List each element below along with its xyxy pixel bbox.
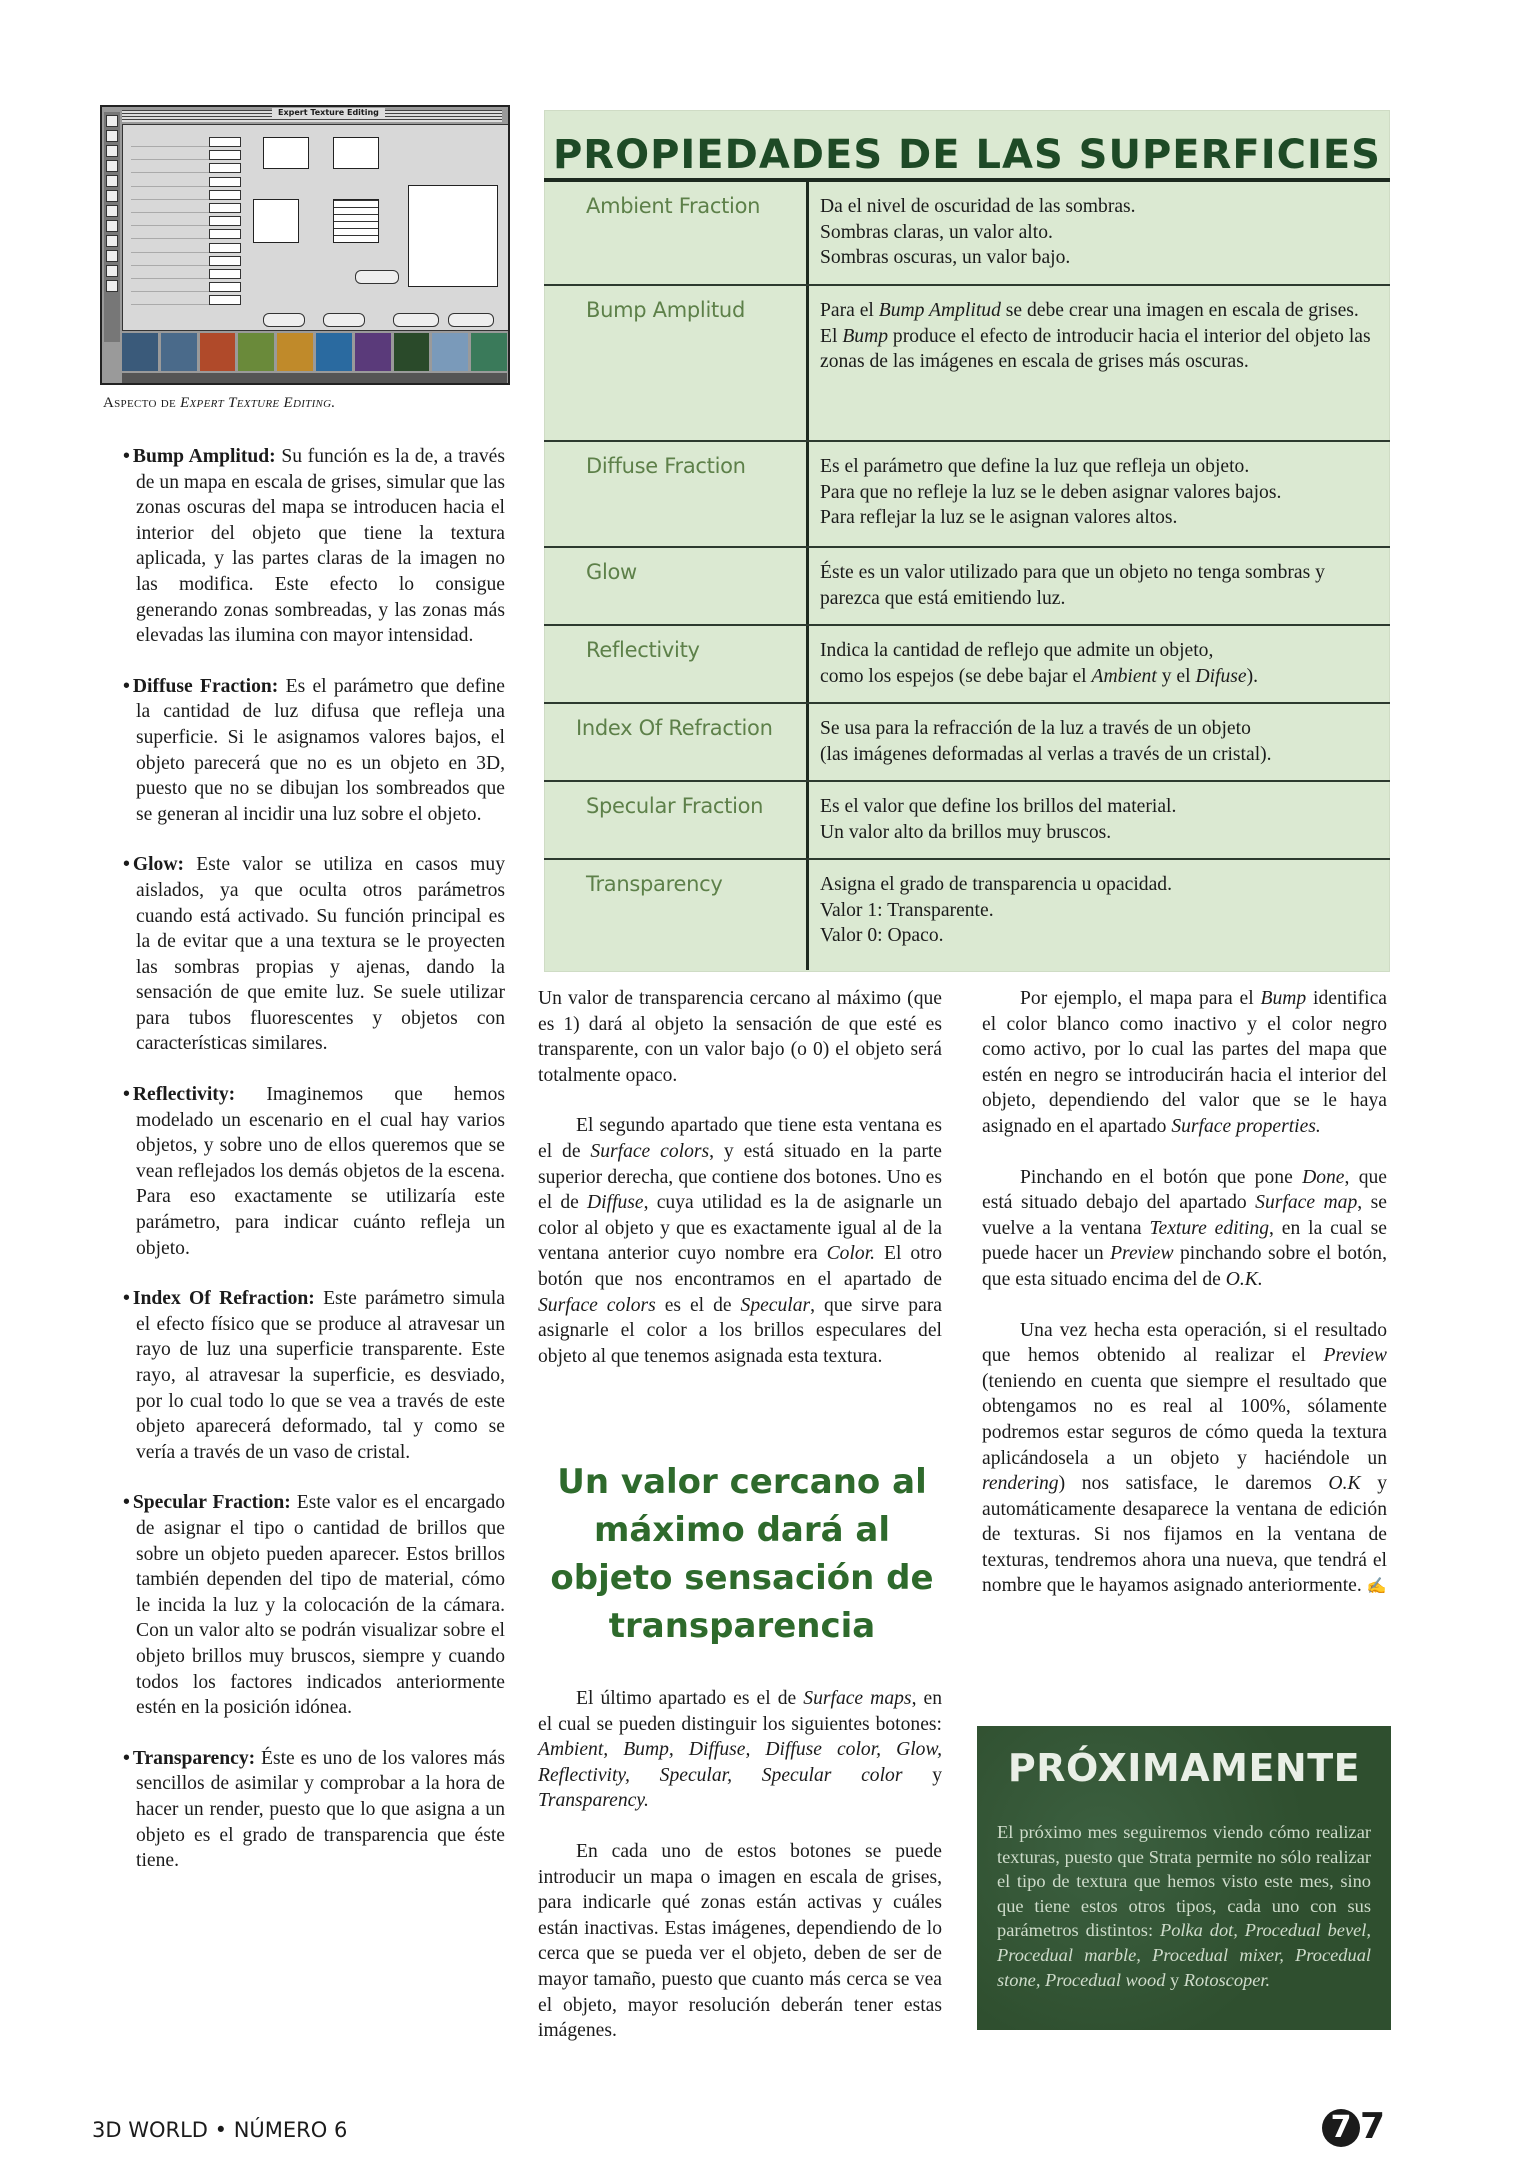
pencil-end-mark-icon: ✍: [1366, 1578, 1387, 1596]
bullet-text: Imaginemos que hemos modelado un escenario en el cual hay varios objetos, y sobre uno de ellos queremos que se vean reflejados los demás objetos de la escena. Para eso exactamente se utilizaría este parámetro, para indicar cuánto refleja un objeto.: [136, 1084, 505, 1259]
bullet-term: Glow:: [132, 854, 185, 876]
table-row: [544, 442, 1390, 548]
bullet-diffuse-fraction: • Diffuse Fraction: Es el parámetro que define la cantidad de luz difusa que refleja una superficie. Si le asignamos valores bajos, el objeto parecerá que no es un objeto en 3D, puesto que no se dibujan los sombreados que se generan al incidir una luz sobre el objeto.: [123, 675, 506, 825]
middle-paragraph-4: En cada uno de estos botones se puede introducir un mapa o imagen en escala de grises, para indicarle qué zonas están activas y cuáles están inactivas. Estas imágenes, dependiendo de lo cerca que se pueda ver el objeto, deben de ser de mayor tamaño, puesto que cuanto más cerca se vea el objeto, mayor resolución deberán tener estas imágenes.: [538, 1840, 942, 2042]
left-column: [123, 444, 506, 1899]
table-row: [544, 286, 1390, 442]
property-description: Indica la cantidad de reflejo que admite un objeto, como los espejos (se debe bajar el Ambient y el Difuse).: [820, 640, 1259, 687]
done-button: [355, 270, 399, 284]
expert-texture-editing-screenshot: [100, 105, 510, 385]
property-description: Se usa para la refracción de la luz a través de un objeto (las imágenes deformadas al verlas a través de un cristal).: [820, 718, 1272, 765]
surface-properties-list: [131, 137, 241, 308]
bullet-term: Specular Fraction:: [132, 1492, 291, 1514]
swatch: [316, 333, 352, 371]
bullet-text: Es el parámetro que define la cantidad de luz difusa que refleja una superficie. Si le asignamos valores bajos, el objeto parecerá que no es un objeto en 3D, puesto que no se dibujan los sombreados que se generan al incidir una luz sobre el objeto.: [136, 675, 506, 825]
surface-properties-table: [544, 110, 1390, 972]
swatch: [277, 333, 313, 371]
middle-paragraph-3: El último apartado es el de Surface maps, en el cual se pueden distinguir los siguientes botones: Ambient, Bump, Diffuse, Diffuse color, Glow, Reflectivity, Specular, Specular color y Transparency.: [538, 1688, 943, 1812]
property-description: Es el valor que define los brillos del material. Un valor alto da brillos muy bruscos.: [820, 796, 1177, 843]
swatch: [355, 333, 391, 371]
preview-window: [408, 185, 498, 287]
page-number: [1322, 2106, 1385, 2147]
right-paragraph-2: Pinchando en el botón que pone Done, que está situado debajo del apartado Surface map, se vuelve a la ventana Texture editing, en la cual se puede hacer un Preview pinchando sobre el botón, que esta situado encima del de O.K.: [982, 1166, 1388, 1290]
bullet-text: Su función es la de, a través de un mapa en escala de grises, simular que las zonas oscuras del mapa se introducen hacia el interior del objeto que tiene la textura aplicada, y las partes claras de la imagen no las modifica. Este efecto lo consigue generando zonas sombreadas, y las zonas más elevadas las ilumina con mayor intensidad.: [136, 446, 506, 647]
bullet-term: Diffuse Fraction:: [132, 675, 279, 697]
swatch: [161, 333, 197, 371]
table-row: [544, 782, 1390, 860]
bullet-term: Bump Amplitud:: [132, 446, 276, 467]
diffuse-color-swatch: [263, 137, 309, 169]
table-row: [544, 182, 1390, 286]
expert-button: [263, 313, 305, 327]
bullet-text: Éste es uno de los valores más sencillos de asimilar y comprobar a la hora de hacer un render, puesto que lo que asigna a un objeto es el grado de transparencia que éste tiene.: [136, 1747, 505, 1872]
property-name: Transparency: [586, 872, 723, 896]
specular-color-swatch: [333, 137, 379, 169]
right-paragraph-1: Por ejemplo, el mapa para el Bump identifica el color blanco como inactivo y el color negro como activo, por lo cual las partes del mapa que estén en negro se introducirán hacia el interior del objeto, dependiendo del valor que se le haya asignado en el apartado Surface properties.: [982, 988, 1387, 1137]
screenshot-caption: [103, 395, 335, 412]
middle-column-top: [538, 986, 942, 1369]
bullet-specular-fraction: • Specular Fraction: Este valor es el encargado de asignar el tipo o cantidad de brillos que sobre un objeto pueden aparecer. Estos brillos también dependen del tipo de material, cómo le incida la luz y la colocación de la cámara. Con un valor alto se podrán visualizar sobre el objeto brillos muy bruscos, siempre y cuando todos los factores indicados anteriormente estén en la posición idónea.: [123, 1492, 505, 1719]
property-name: Reflectivity: [586, 638, 700, 662]
swatch: [122, 333, 158, 371]
property-description: Es el parámetro que define la luz que refleja un objeto. Para que no refleje la luz se le deben asignar valores bajos. Para reflejar la luz se le asignan valores altos.: [820, 456, 1282, 529]
swatch: [238, 333, 274, 371]
page-number-digit-2: 7: [1360, 2106, 1386, 2147]
bullet-text: Este parámetro simula el efecto físico que se produce al atravesar un rayo de luz una superficie transparente. Este rayo, al atravesar la superficie, es desviado, por lo cual todo lo que se vea a través de este objeto aparecerá deformado, tal y como se vería a través de un vaso de cristal.: [136, 1288, 505, 1463]
table-row: [544, 704, 1390, 782]
table-row: [544, 860, 1390, 970]
bullet-term: Index Of Refraction:: [132, 1288, 315, 1310]
caption-italic: Expert Texture Editing.: [180, 395, 336, 411]
property-name: Bump Amplitud: [586, 298, 745, 322]
property-name: Ambient Fraction: [586, 194, 761, 218]
status-bar: [122, 373, 507, 383]
middle-paragraph-1: Un valor de transparencia cercano al máximo (que es 1) dará al objeto la sensación de que esté es transparente, con un valor bajo (o 0) el objeto será totalmente opaco.: [538, 988, 942, 1086]
bullet-text: Este valor es el encargado de asignar el tipo o cantidad de brillos que sobre un objeto pueden aparecer. Estos brillos también dependen del tipo de material, cómo le incida la luz y la colocación de la cámara. Con un valor alto se podrán visualizar sobre el objeto brillos muy bruscos, siempre y cuando todos los factores indicados anteriormente estén en la posición idónea.: [136, 1492, 505, 1719]
property-name: Specular Fraction: [586, 794, 764, 818]
proximamente-title: PRÓXIMAMENTE: [1007, 1746, 1361, 1790]
pull-quote: Un valor cercano al máximo dará al objeto sensación de transparencia: [550, 1462, 934, 1646]
swatch: [432, 333, 468, 371]
right-column: [982, 986, 1387, 1600]
swatch: [200, 333, 236, 371]
window-titlebar: [122, 110, 502, 122]
property-name: Diffuse Fraction: [586, 454, 746, 478]
magazine-footer: 3D WORLD • NÚMERO 6: [92, 2118, 348, 2142]
right-paragraph-3: [982, 1318, 1387, 1601]
right-paragraph-3-text: Una vez hecha esta operación, si el resultado que hemos obtenido al realizar el Preview (teniendo en cuenta que siempre el resultado que obtengamos no es real al 100%, sólamente podremos estar seguros de cómo queda la textura aplicándosela a un objeto y haciéndole un rendering) nos satisface, le daremos O.K y automáticamente desaparece la ventana de edición de texturas. Si nos fijamos en la ventana de texturas, tendremos ahora una nueva, que tendrá el nombre que le hayamos asignado anteriormente.: [982, 1319, 1387, 1597]
property-name: Glow: [586, 560, 637, 584]
page-number-digit-1: 7: [1322, 2109, 1360, 2147]
property-description: Éste es un valor utilizado para que un objeto no tenga sombras y parezca que está emitiendo luz.: [820, 562, 1325, 609]
property-description: Para el Bump Amplitud se debe crear una imagen en escala de grises. El Bump produce el efecto de introducir hacia el interior del objeto las zonas de las imágenes en escala de grises más oscuras.: [820, 300, 1371, 373]
bullet-term: Transparency:: [132, 1747, 256, 1769]
window-title: Expert Texture Editing: [272, 108, 385, 117]
bullet-bump-amplitud: • Bump Amplitud: Su función es la de, a través de un mapa en escala de grises, simular que las zonas oscuras del mapa se introducen hacia el interior del objeto que tiene la textura aplicada, y las partes claras de la imagen no las modifica. Este efecto lo consigue generando zonas sombreadas, y las zonas más elevadas las ilumina con mayor intensidad.: [123, 446, 506, 647]
table-row: [544, 626, 1390, 704]
table-row: [544, 548, 1390, 626]
bullet-glow: • Glow: Este valor se utiliza en casos muy aislados, ya que oculta otros parámetros cuando está activado. Su función principal es la de evitar que a una textura se le proyecten las sombras propias y ajenas, dando la sensación de que emite luz. Se suele utilizar para tubos fluorescentes y objetos con características similares.: [123, 854, 505, 1055]
bump-map-slot: [333, 199, 379, 243]
ambient-map-slot: [253, 199, 299, 243]
limits-button: [323, 313, 365, 327]
bullet-index-of-refraction: • Index Of Refraction: Este parámetro simula el efecto físico que se produce al atravesar un rayo de luz una superficie transparente. Este rayo, al atravesar la superficie, es desviado, por lo cual todo lo que se vea a través de este objeto aparecerá deformado, tal y como se vería a través de un vaso de cristal.: [123, 1288, 505, 1463]
caption-prefix: Aspecto de: [103, 395, 181, 411]
bullet-transparency: • Transparency: Éste es uno de los valores más sencillos de asimilar y comprobar a la hora de hacer un render, puesto que lo que asigna a un objeto es el grado de transparencia que éste tiene.: [123, 1747, 505, 1872]
bullet-reflectivity: • Reflectivity: Imaginemos que hemos modelado un escenario en el cual hay varios objetos, y sobre uno de ellos queremos que se vean reflejados los demás objetos de la escena. Para eso exactamente se utilizaría este parámetro, para indicar cuánto refleja un objeto.: [123, 1084, 505, 1259]
bullet-text: Este valor se utiliza en casos muy aislados, ya que oculta otros parámetros cuando está activado. Su función principal es la de evitar que a una textura se le proyecten las sombras propias y ajenas, dando la sensación de que emite luz. Se suele utilizar para tubos fluorescentes y objetos con características similares.: [136, 854, 505, 1055]
swatch: [471, 333, 507, 371]
texture-swatches: [122, 333, 507, 371]
tool-palette: [104, 112, 120, 342]
property-description: Asigna el grado de transparencia u opacidad. Valor 1: Transparente. Valor 0: Opaco.: [820, 874, 1172, 947]
swatch: [394, 333, 430, 371]
cancel-button: [393, 313, 439, 327]
bullet-term: Reflectivity:: [132, 1084, 236, 1106]
table-title: PROPIEDADES DE LAS SUPERFICIES: [552, 132, 1381, 178]
proximamente-text: El próximo mes seguiremos viendo cómo realizar texturas, puesto que Strata permite no sólo realizar el tipo de textura que hemos visto este mes, sino que tiene estos otros tipos, cada uno con sus parámetros distintos: Polka dot, Procedual bevel, Procedual marble, Procedual mixer, Procedual stone, Procedual wood y Rotoscoper.: [997, 1822, 1371, 1990]
texture-dialog-panel: [122, 124, 509, 331]
ok-button: [448, 313, 494, 327]
proximamente-box: [977, 1726, 1391, 2030]
middle-column-bottom: [538, 1686, 942, 2044]
property-name: Index Of Refraction: [576, 716, 773, 740]
property-description: Da el nivel de oscuridad de las sombras. Sombras claras, un valor alto. Sombras oscuras, un valor bajo.: [820, 196, 1136, 269]
middle-paragraph-2: El segundo apartado que tiene esta ventana es el de Surface colors, y está situado en la parte superior derecha, que contiene dos botones. Uno es el de Diffuse, cuya utilidad es la de asignarle un color al objeto y que es exactamente igual al de la ventana anterior cuyo nombre era Color. El otro botón que nos encontramos en el apartado de Surface colors es el de Specular, que sirve para asignarle el color a los brillos especulares del objeto al que tenemos asignada esta textura.: [538, 1115, 943, 1367]
